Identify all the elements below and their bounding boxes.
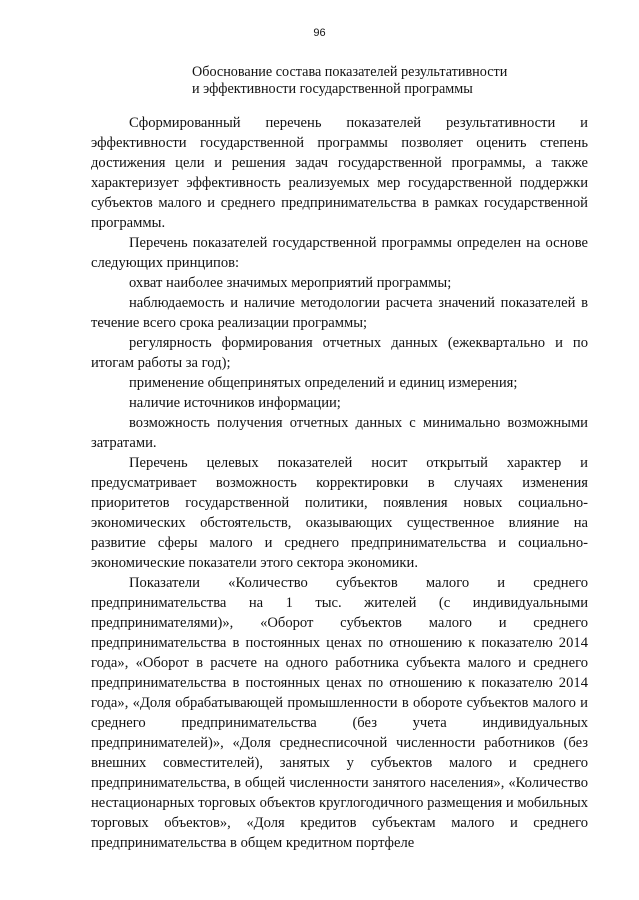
principle-item-coverage: охват наиболее значимых мероприятий программы; <box>129 275 452 291</box>
principle-item-observability: наблюдаемость и наличие методологии расчета значений показателей в течение всего срока реализации программы; <box>91 295 588 331</box>
page-number: 96 <box>313 27 326 39</box>
principle-item-regularity: регулярность формирования отчетных данных (ежеквартально и по итогам работы за год); <box>91 335 588 371</box>
heading-line-1: Обоснование состава показателей результативности <box>192 64 508 80</box>
paragraph-intro: Сформированный перечень показателей результативности и эффективности государственной программы позволяет оценить степень достижения цели и решения задач государственной программы, а также характеризует эффективность реализуемых мер государственной поддержки субъектов малого и среднего предпринимательства в рамках государственной программы. <box>91 115 588 231</box>
principle-item-definitions: применение общепринятых определений и единиц измерения; <box>129 375 518 391</box>
heading-line-2: и эффективности государственной программы <box>192 81 473 97</box>
principle-item-sources: наличие источников информации; <box>129 395 341 411</box>
body-text <box>91 113 588 853</box>
section-heading <box>192 64 552 98</box>
paragraph-indicators: Показатели «Количество субъектов малого и среднего предпринимательства на 1 тыс. жителей (с индивидуальными предпринимателями)», «Оборот субъектов малого и среднего предпринимательства в постоянных ценах по отношению к показателю 2014 года», «Оборот в расчете на одного работника субъекта малого и среднего предпринимательства в постоянных ценах по отношению к показателю 2014 года», «Доля обрабатывающей промышленности в обороте субъектов малого и среднего предпринимательства (без учета индивидуальных предпринимателей)», «Доля среднесписочной численности работников (без внешних совместителей), занятых у субъектов малого и среднего предпринимательства, в общей численности занятого населения», «Количество нестационарных торговых объектов круглогодичного размещения и мобильных торговых объектов», «Доля кредитов субъектам малого и среднего предпринимательства в общем кредитном портфеле <box>91 575 588 851</box>
paragraph-open-list: Перечень целевых показателей носит открытый характер и предусматривает возможность корректировки в случаях изменения приоритетов государственной политики, появления новых социально-экономических обстоятельств, оказывающих существенное влияние на развитие сферы малого и среднего предпринимательства и социально-экономические показатели этого сектора экономики. <box>91 455 588 571</box>
principle-item-minimal-cost: возможность получения отчетных данных с минимально возможными затратами. <box>91 415 588 451</box>
paragraph-principles-intro: Перечень показателей государственной программы определен на основе следующих принципов: <box>91 235 588 271</box>
